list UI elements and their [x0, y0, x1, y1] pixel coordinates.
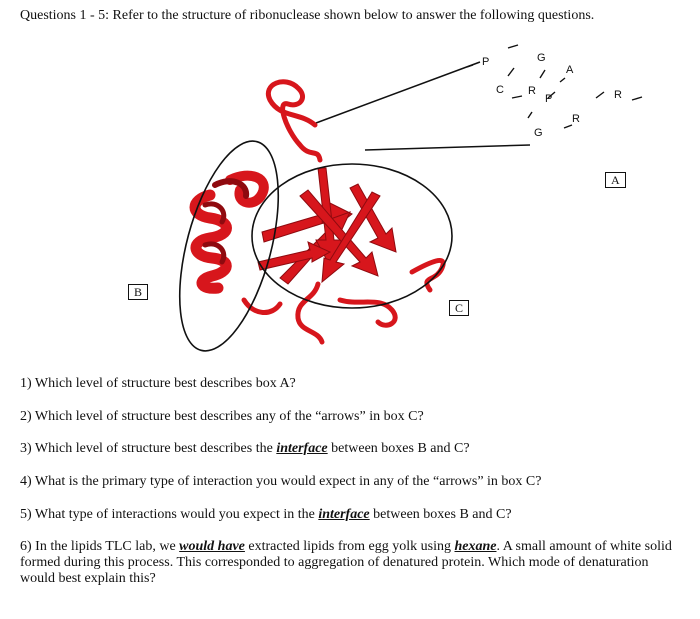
question-6-emphasis-hexane: hexane: [454, 539, 497, 554]
loop-top: [268, 82, 320, 160]
question-3-emphasis: interface: [276, 441, 328, 456]
sequence-letter: A: [566, 64, 574, 76]
sequence-letter: R: [528, 85, 536, 97]
page-header: Questions 1 - 5: Refer to the structure of ribonuclease shown below to answer the following questions.: [20, 8, 595, 23]
connector-line-top: [316, 62, 480, 123]
question-6: [20, 539, 680, 587]
question-5: [20, 507, 512, 523]
question-5-text: 5) What type of interactions would you expect in the: [20, 507, 319, 522]
question-3-text: 3) Which level of structure best describes the: [20, 441, 277, 456]
box-c-label: C: [449, 300, 469, 316]
question-5-emphasis: interface: [318, 507, 370, 522]
box-a-label: A: [605, 172, 626, 188]
question-3: [20, 441, 470, 457]
sequence-letter: R: [614, 89, 622, 101]
connector-line-bottom: [365, 145, 530, 150]
box-b-label: B: [128, 284, 148, 300]
question-2: 2) Which level of structure best describes any of the “arrows” in box C?: [20, 409, 424, 424]
sequence-letter: G: [534, 127, 543, 139]
loop-right: [412, 260, 443, 290]
sequence-letter: R: [572, 113, 580, 125]
question-6-text-mid: extracted lipids from egg yolk using: [244, 539, 455, 554]
question-1: 1) Which level of structure best describes box A?: [20, 376, 296, 391]
loop-bottom: [298, 284, 322, 342]
box-b-ellipse: [160, 131, 297, 360]
sequence-letter: P: [545, 93, 553, 105]
sequence-letter: P: [482, 56, 490, 68]
sequence-dashes: [467, 45, 642, 128]
question-3-text-end: between boxes B and C?: [327, 441, 470, 456]
question-6-emphasis-would-have: would have: [179, 539, 245, 554]
helix-region: [195, 176, 264, 289]
sequence-letter: C: [496, 84, 504, 96]
question-6-text: 6) In the lipids TLC lab, we: [20, 539, 180, 554]
question-6-text-end: . A small amount of white solid formed during this process. This corresponded to aggregation of denatured protein. Which mode of denaturation would best explain this?: [20, 539, 672, 586]
question-5-text-end: between boxes B and C?: [369, 507, 512, 522]
sequence-letter: G: [537, 52, 546, 64]
question-4: 4) What is the primary type of interaction you would expect in any of the “arrows” in box C?: [20, 474, 542, 489]
